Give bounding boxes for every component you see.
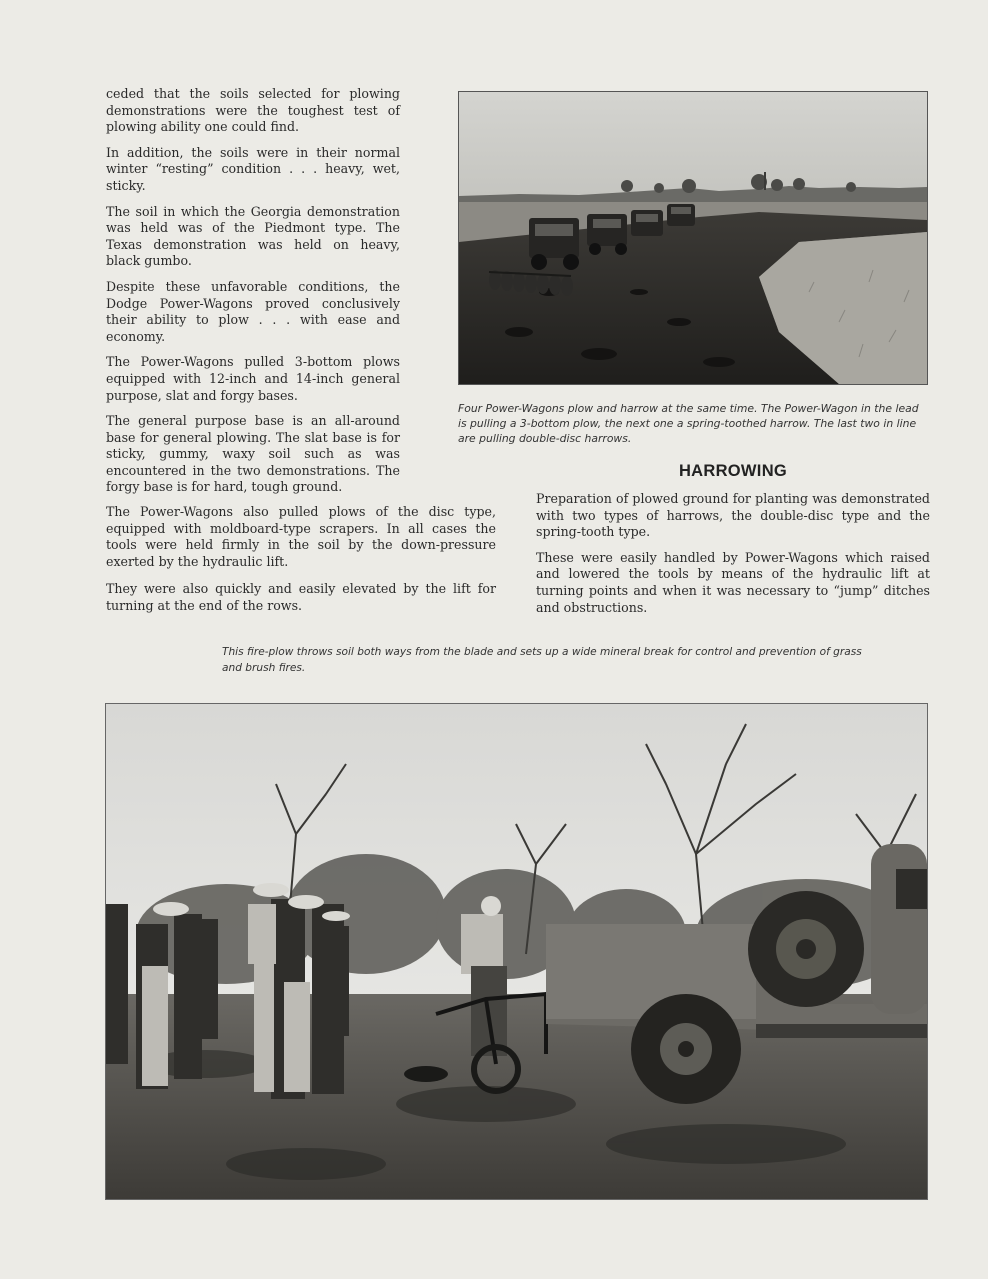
left-text-column	[106, 86, 400, 505]
bottom-photo-caption: This fire-plow throws soil both ways from the blade and sets up a wide mineral break for control and prevention of grass and brush fires.	[222, 646, 862, 674]
section-heading: HARROWING	[678, 462, 788, 480]
paragraph: The Power-Wagons pulled 3-bottom plows equipped with 12-inch and 14-inch general purpose, slat and forgy bases.	[106, 354, 400, 403]
paragraph: Preparation of plowed ground for planting was demonstrated with two types of harrows, the double-disc type and the spring-tooth type.	[536, 491, 930, 540]
paragraph: ceded that the soils selected for plowing demonstrations were the toughest test of plowing ability one could find.	[106, 86, 400, 135]
photo-fire-plow-demonstration	[105, 703, 928, 1200]
wide-paragraph-disc-plows	[106, 504, 496, 570]
paragraph: The soil in which the Georgia demonstration was held was of the Piedmont type. The Texas demonstration was held on heavy, black gumbo.	[106, 203, 400, 269]
paragraph: These were easily handled by Power-Wagons which raised and lowered the tools by means of the hydraulic lift at turning points and when it was necessary to “jump” ditches and obstructions.	[536, 549, 930, 615]
photo-power-wagons-plowing	[458, 91, 928, 385]
paragraph: The Power-Wagons also pulled plows of the disc type, equipped with moldboard-type scrapers. In all cases the tools were held firmly in the soil by the down-pressure exerted by the hydraulic lift.	[106, 504, 496, 569]
right-text-column	[536, 491, 930, 625]
paragraph: The general purpose base is an all-around base for general plowing. The slat base is for sticky, gummy, waxy soil such as was encountered in the two demonstrations. The forgy base is for hard, tough ground.	[106, 413, 400, 495]
paragraph: In addition, the soils were in their normal winter “resting” condition . . . heavy, wet, sticky.	[106, 144, 400, 193]
paragraph: Despite these unfavorable conditions, the Dodge Power-Wagons proved conclusively their ability to plow . . . with ease and economy.	[106, 278, 400, 344]
top-photo-caption: Four Power-Wagons plow and harrow at the same time. The Power-Wagon in the lead is pulling a 3-bottom plow, the next one a spring-toothed harrow. The last two in line are pulling double-disc harrows.	[458, 402, 919, 446]
wide-paragraph-lift	[106, 581, 496, 614]
paragraph: They were also quickly and easily elevated by the lift for turning at the end of the rows.	[106, 581, 496, 613]
